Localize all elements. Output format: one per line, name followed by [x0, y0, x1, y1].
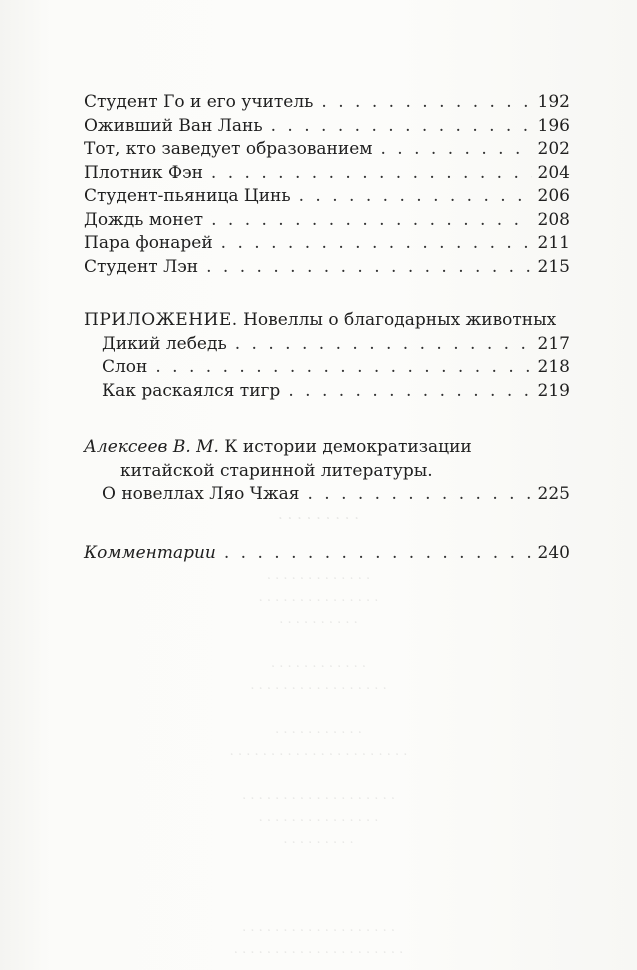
toc-leader-dots [206, 256, 531, 280]
toc-entry-title: Студент Лэн [84, 256, 199, 277]
toc-entry[interactable] [84, 185, 570, 209]
toc-entry[interactable] [84, 162, 570, 186]
toc-leader-dots [380, 138, 531, 162]
toc-entry-comments[interactable] [84, 542, 570, 566]
toc-entry-title: Студент Го и его учитель [84, 92, 314, 112]
toc-entry-title: Студент-пьяница Цинь [84, 186, 291, 206]
toc-entry-page: 211 [537, 233, 570, 253]
toc-entry-title: Дождь монет [84, 209, 204, 230]
toc-leader-dots [211, 209, 531, 233]
toc-entry-page: 202 [537, 139, 570, 159]
toc-entry-page: 218 [537, 357, 570, 377]
toc-entry[interactable] [84, 209, 570, 233]
toc-entry-page: 192 [537, 92, 570, 112]
toc-entry-title: Как раскаялся тигр [102, 380, 281, 401]
toc-leader-dots [271, 115, 532, 139]
toc-leader-dots [288, 380, 531, 404]
toc-leader-dots [235, 333, 532, 357]
toc-entry-page: 208 [537, 209, 570, 230]
toc-entry-page: 219 [537, 380, 570, 401]
toc-entry[interactable] [84, 356, 570, 380]
toc-leader-dots [299, 185, 532, 209]
toc-leader-dots [211, 162, 532, 186]
show-through-text: . . . . . . . . . . . . . . . . . . . . . . . . . . . . . . . . . . . . . . . . . . . . . . . . . . . . . . . . . . . . . . . . . . . . . . . . . . . . . . . . . . . . . . . . . . . . . . . . . . . . . . . . . . . . . . . . . . . . . . . . . . . . . . . . . . . . . . . . . . . . . . . . . . . . . . . . . . . . . . . . . . . . . . . . . . . . . . . . . . . . . . . . . . . . . . . . [229, 505, 408, 957]
article-title-line-1: К истории демократизации [224, 437, 472, 457]
toc-leader-dots [155, 356, 531, 380]
toc-leader-dots [221, 232, 532, 256]
toc-entry[interactable] [84, 91, 570, 115]
article-author: Алексеев В. М. [84, 437, 219, 457]
toc-entry-page: 225 [537, 484, 570, 504]
toc-entry-title: Дикий лебедь [102, 333, 227, 354]
article-title-line-3: О новеллах Ляо Чжая [102, 484, 300, 504]
toc-entry-title: Слон [102, 357, 148, 377]
toc-entry-page: 206 [537, 186, 570, 206]
toc-entry-title: Оживший Ван Лань [84, 115, 263, 136]
toc-leader-dots [224, 542, 532, 566]
appendix-heading [84, 309, 570, 333]
toc-entry[interactable] [84, 256, 570, 280]
appendix-label: ПРИЛОЖЕНИЕ. [84, 310, 238, 330]
toc-entry[interactable] [84, 115, 570, 139]
toc-entry-page: 204 [537, 162, 570, 183]
toc-leader-dots [321, 91, 531, 115]
toc-entry[interactable] [84, 380, 570, 404]
toc-entry[interactable] [84, 232, 570, 256]
appendix-title: Новеллы о благодарных животных [243, 310, 557, 330]
toc-leader-dots [307, 483, 531, 507]
toc-entry-title: Плотник Фэн [84, 162, 203, 183]
toc-entry-title: Тот, кто заведует образованием [84, 139, 373, 159]
toc-entry[interactable] [84, 333, 570, 357]
toc-entry-page: 196 [537, 115, 570, 136]
table-of-contents [84, 91, 570, 565]
toc-entry-page: 217 [537, 333, 570, 354]
article-heading [84, 436, 570, 460]
toc-entry[interactable] [84, 483, 570, 507]
toc-entry-page: 240 [537, 542, 570, 563]
toc-entry[interactable] [84, 138, 570, 162]
article-title-line-2 [84, 460, 570, 484]
toc-entry-page: 215 [537, 256, 570, 277]
toc-entry-title: Пара фонарей [84, 233, 213, 253]
article-title-line-2-text: китайской старинной литературы. [120, 460, 433, 481]
toc-entry-title: Комментарии [84, 542, 216, 563]
